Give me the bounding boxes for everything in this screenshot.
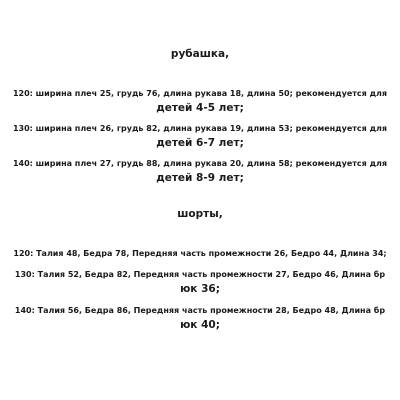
shirt-size-120-line1: 120: ширина плеч 25, грудь 76, длина рукава 18, длина 50; рекомендуется для — [12, 89, 388, 98]
shirt-size-140-line1: 140: ширина плеч 27, грудь 88, длина рукава 20, длина 58; рекомендуется для — [12, 159, 388, 168]
shirt-size-130-line1: 130: ширина плеч 26, грудь 82, длина рукава 19, длина 53; рекомендуется для — [12, 124, 388, 133]
shorts-size-130 — [12, 267, 388, 297]
shorts-size-140-line1: 140: Талия 56, Бедра 86, Передняя часть промежности 28, Бедро 48, Длина бр — [14, 306, 386, 315]
shirt-size-120 — [12, 86, 388, 116]
shorts-size-130-line1: 130: Талия 52, Бедра 82, Передняя часть промежности 27, Бедро 46, Длина бр — [14, 270, 386, 279]
shirt-size-140 — [12, 156, 388, 186]
shorts-size-120 — [12, 246, 388, 261]
shirt-heading: рубашка, — [170, 48, 230, 60]
shorts-heading: шорты, — [177, 208, 223, 220]
shorts-size-120-line1: 120: Талия 48, Бедра 78, Передняя часть промежности 26, Бедро 44, Длина 34; — [13, 249, 387, 258]
shirt-size-120-line2: детей 4-5 лет; — [156, 102, 244, 114]
shirt-size-140-line2: детей 8-9 лет; — [156, 172, 244, 184]
shorts-size-140 — [12, 303, 388, 333]
shorts-size-140-line2: юк 40; — [180, 319, 220, 331]
shirt-size-130-line2: детей 6-7 лет; — [156, 137, 244, 149]
shorts-size-130-line2: юк 36; — [180, 283, 220, 295]
shirt-size-130 — [12, 121, 388, 151]
